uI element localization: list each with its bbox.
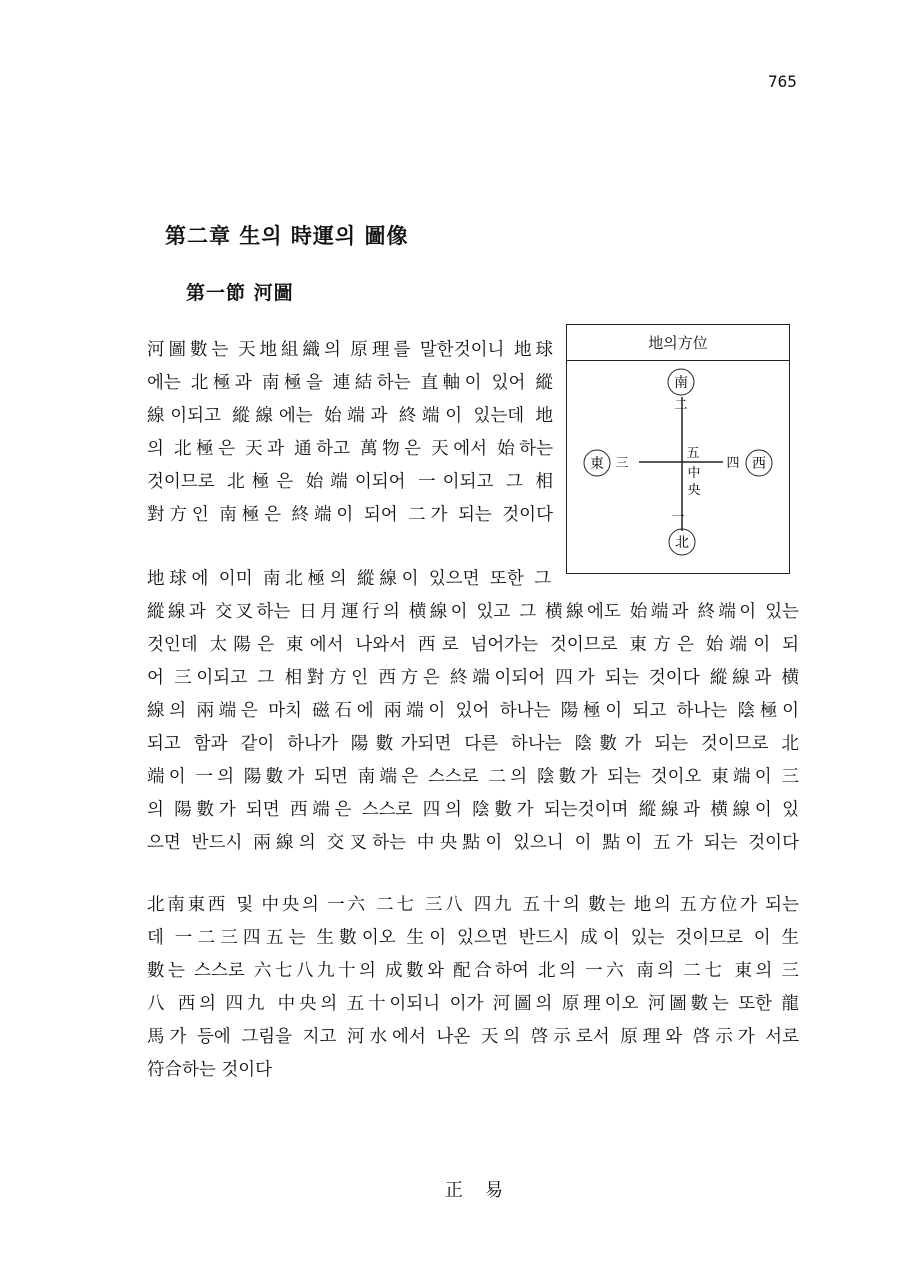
- center-number: 五: [686, 446, 700, 461]
- east-number: 三: [615, 456, 629, 471]
- text-line: 八 西의 四九 中央의 五十이되니 이가 河圖의 原理이오 河圖數는 또한 龍: [147, 994, 799, 1014]
- direction-cross-svg: [567, 361, 789, 573]
- west-number: 四: [726, 456, 740, 471]
- text-line: 으면 반드시 兩線의 交叉하는 中央點이 있으니 이 點이 五가 되는 것이다: [147, 833, 799, 853]
- page-number: 765: [768, 72, 797, 91]
- text-line: 어 三이되고 그 相對方인 西方은 終端이되어 四가 되는 것이다 縱線과 横: [147, 668, 799, 688]
- footer-title: 正易: [445, 1180, 525, 1201]
- text-line: 馬가 등에 그림을 지고 河水에서 나온 天의 啓示로서 原理와 啓示가 서로: [147, 1027, 799, 1047]
- east-label: 東: [590, 456, 604, 472]
- text-line: 의 陽數가 되면 西端은 스스로 四의 陰數가 되는것이며 縱線과 横線이 있: [147, 800, 799, 820]
- text-line: 데 一二三四五는 生數이오 生이 있으면 반드시 成이 있는 것이므로 이 生: [147, 928, 799, 948]
- chapter-title: 第二章 生의 時運의 圖像: [165, 223, 409, 248]
- text-line: 線의 兩端은 마치 磁石에 兩端이 있어 하나는 陽極이 되고 하나는 陰極이: [147, 701, 799, 721]
- west-label: 西: [752, 456, 766, 472]
- text-line: 河圖數는 天地組織의 原理를 말한것이니 地球: [147, 340, 553, 360]
- text-line: 端이 一의 陽數가 되면 南端은 스스로 二의 陰數가 되는 것이오 東端이 三: [147, 767, 799, 787]
- text-line: 縱線과 交叉하는 日月運行의 横線이 있고 그 横線에도 始端과 終端이 있는: [147, 602, 799, 622]
- diagram-caption: 地의方位: [567, 325, 789, 361]
- center-label-1: 中: [687, 466, 701, 481]
- north-number: 一: [671, 510, 685, 525]
- text-line: 線이되고 縱線에는 始端과 終端이 있는데 地: [147, 406, 553, 426]
- text-line: 것인데 太陽은 東에서 나와서 西로 넘어가는 것이므로 東方은 始端이 되: [147, 635, 799, 655]
- text-line: 地球에 이미 南北極의 縱線이 있으면 또한 그: [147, 569, 551, 589]
- direction-diagram: [566, 324, 790, 574]
- text-line: 의 北極은 天과 通하고 萬物은 天에서 始하는: [147, 439, 553, 459]
- text-line: 對方인 南極은 終端이 되어 二가 되는 것이다: [147, 505, 553, 525]
- text-line: 것이므로 北極은 始端이되어 一이되고 그 相: [147, 472, 553, 492]
- south-label: 南: [674, 375, 688, 391]
- center-label-2: 央: [687, 483, 701, 498]
- text-line: 符合하는 것이다: [147, 1060, 273, 1080]
- text-line: 에는 北極과 南極을 連結하는 直軸이 있어 縱: [147, 373, 553, 393]
- text-line: 되고 함과 같이 하나가 陽數가되면 다른 하나는 陰數가 되는 것이므로 北: [147, 734, 799, 754]
- section-title: 第一節 河圖: [186, 282, 294, 304]
- south-number: 二: [674, 398, 688, 413]
- north-label: 北: [675, 535, 689, 551]
- text-line: 數는 스스로 六七八九十의 成數와 配合하여 北의 一六 南의 二七 東의 三: [147, 961, 799, 981]
- text-line: 北南東西 및 中央의 一六 二七 三八 四九 五十의 數는 地의 五方位가 되는: [147, 895, 799, 915]
